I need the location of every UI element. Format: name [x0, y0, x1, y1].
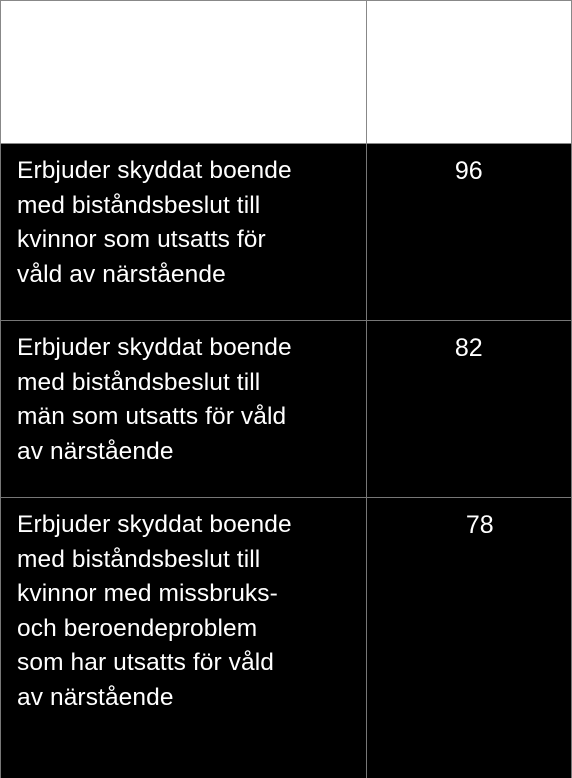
row-value: 96 — [454, 157, 483, 185]
row-label: Erbjuder skyddat boende med biståndsbeslut till kvinnor som utsatts för våld av närstående — [17, 157, 292, 288]
row-label: Erbjuder skyddat boende med biståndsbeslut till kvinnor med missbruks- och beroendeproblem som har utsatts för våld av närstående — [17, 511, 292, 711]
table-row — [1, 498, 572, 778]
row-value-cell — [366, 321, 571, 498]
row-label-cell — [1, 498, 367, 778]
row-label-cell — [1, 144, 367, 321]
row-label: Erbjuder skyddat boende med biståndsbeslut till män som utsatts för våld av närstående — [17, 334, 292, 465]
row-value: 82 — [454, 334, 483, 362]
row-value: 78 — [465, 511, 494, 539]
row-value-cell — [366, 144, 571, 321]
table-header-row — [1, 1, 572, 144]
table-row — [1, 144, 572, 321]
row-label-cell — [1, 321, 367, 498]
header-cell-value — [366, 1, 571, 144]
header-cell-label — [1, 1, 367, 144]
row-value-cell — [366, 498, 571, 778]
table-row — [1, 321, 572, 498]
